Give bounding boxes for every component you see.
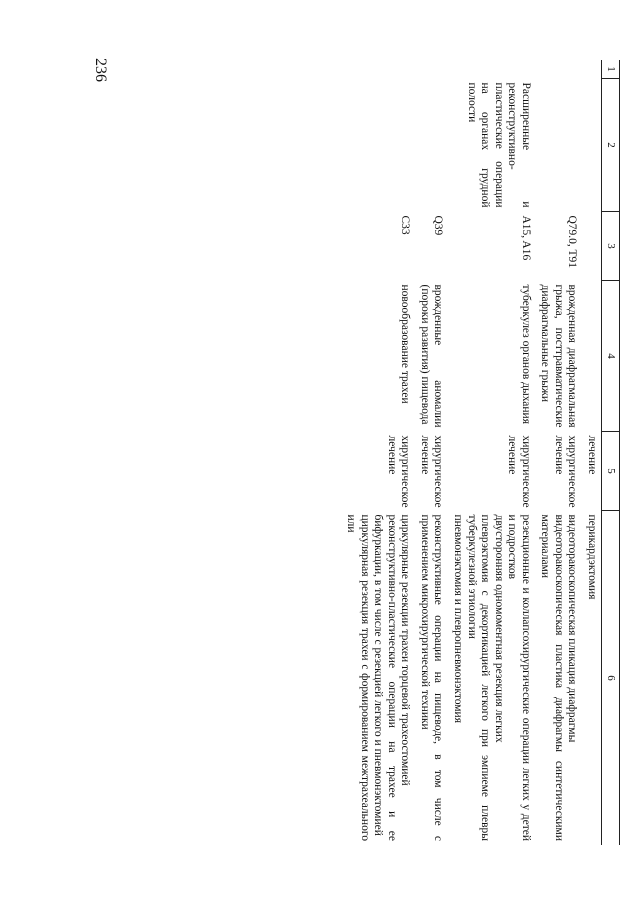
cell-col6 [535,511,582,846]
procedure-item: циркулярная резекция трахеи с формированием межтрахеального или [345,514,371,841]
cell-col4: туберкулез органов дыхания [519,284,532,425]
cell-col5: хирургическое лечение [385,435,412,508]
procedure-item: циркулярные резекции трахеи торцевой трахеостомией [399,514,412,786]
procedure-item: видеоторакоскопическая пластика диафрагмы синтетическими материалами [539,514,565,841]
procedure-item: видеоторакоскопическая пликация диафрагмы [566,514,579,743]
cell-col3: Q39 [432,215,445,236]
cell-col1 [340,60,414,79]
table-row [414,60,447,845]
column-header-4: 4 [602,281,620,432]
cell-col3: A15, A16 [519,215,532,261]
cell-col4: врожденные аномалии (пороки развития) пищевода [418,284,445,428]
cell-col4: новообразование трахеи [399,284,412,404]
procedure-item: плеврэктомия с декортикацией легкого при эмпиеме плевры туберкулезной этиологии [465,514,492,841]
table-row [340,60,414,845]
column-header-2: 2 [602,79,620,212]
cell-col2 [340,79,414,212]
cell-col2 [581,79,601,212]
cell-col6 [414,511,447,846]
cell-col4: врожденная диафрагмальная грыжа, посттравматические диафрагмальные грыжи [539,284,579,428]
cell-col2 [414,79,447,212]
cell-col5: хирургическое лечение [418,435,445,508]
cell-col1 [447,60,534,79]
procedure-item: пневмонэктомия и плевропневмонэктомия [451,514,464,723]
cell-col6 [581,511,601,846]
cell-col2: Расширенные и реконструктивно-пластические операции на органах грудной полости [465,82,532,208]
cell-col3 [581,212,601,281]
table-row [447,60,534,845]
cell-col1 [535,60,582,79]
column-number-row [602,60,620,845]
cell-col1 [581,60,601,79]
page-number: 236 [92,58,109,82]
procedure-item: перикардэктомия [586,514,599,600]
column-header-5: 5 [602,432,620,511]
table-row [535,60,582,845]
document-sheet [120,60,620,840]
procedure-item: реконструктивно-пластические операции на трахее и ее бифуркации, в том числе с резекцией легкого и пневмонэктомией [372,514,398,841]
cell-col6 [447,511,534,846]
procedures-table [340,60,620,845]
column-header-1: 1 [602,60,620,79]
procedure-item: реконструктивные операции на пищеводе, в том числе с применением микрохирургической техники [418,514,445,841]
cell-col6 [340,511,414,846]
cell-col4 [581,281,601,432]
cell-col3: C33 [399,215,412,235]
procedure-item: резекционные и коллапсохирургические операции легких у детей и подростков [506,514,532,841]
cell-col5: лечение [586,435,599,475]
procedure-item: двусторонняя одномоментная резекция легких [492,514,505,743]
cell-col2 [535,79,582,212]
table-row [581,60,601,845]
cell-col5: хирургическое лечение [552,435,579,508]
cell-col3: Q79.0, T91 [566,215,579,268]
column-header-6: 6 [602,511,620,846]
cell-col1 [414,60,447,79]
cell-col5: хирургическое лечение [506,435,532,508]
column-header-3: 3 [602,212,620,281]
table-body [340,60,601,845]
